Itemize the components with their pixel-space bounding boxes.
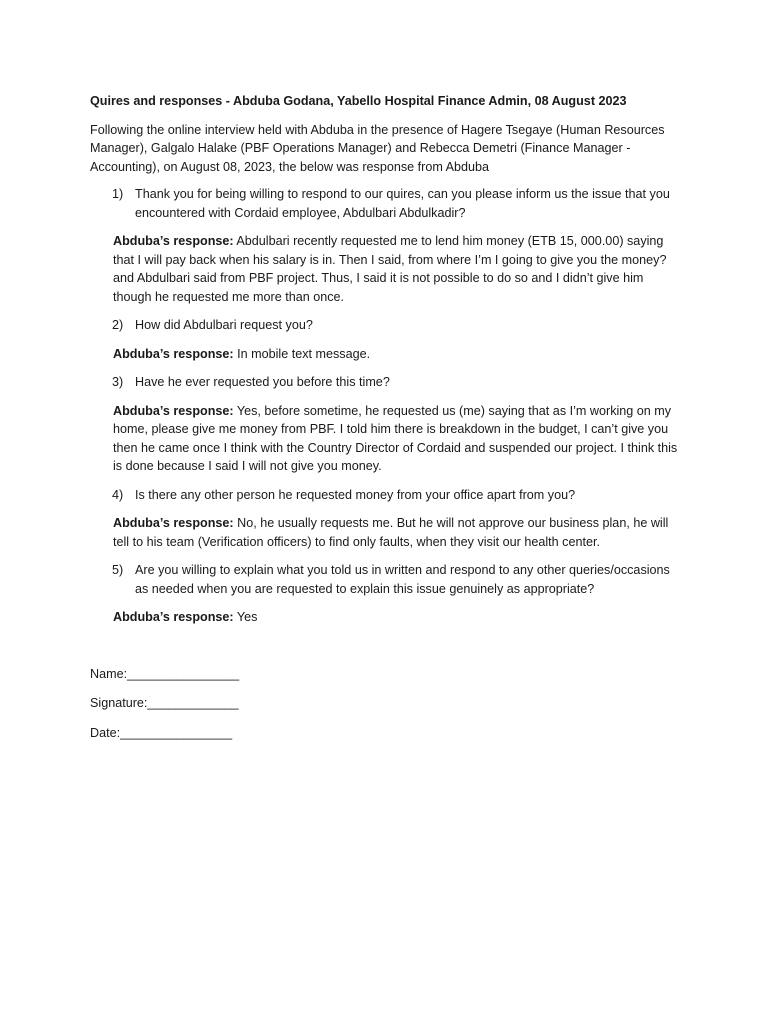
question-number: 1)	[112, 187, 124, 201]
question-number: 3)	[112, 375, 124, 389]
signature-field: Signature:_____________	[90, 696, 239, 710]
response-5	[113, 608, 680, 627]
question-1	[90, 185, 680, 222]
response-label: Abduba’s response:	[113, 610, 234, 624]
question-text: How did Abdulbari request you?	[135, 318, 313, 332]
document-title: Quires and responses - Abduba Godana, Yabello Hospital Finance Admin, 08 August 2023	[90, 94, 627, 108]
response-text: Abdulbari recently requested me to lend him money (ETB 15, 000.00) saying that I will pay back when his salary is in. Then I said, from where I’m I going to give you the money? and Abdulbari said from PBF project. Thus, I said it is not possible to do so and I didn’t give him though he requested me more than once.	[113, 234, 667, 304]
question-5	[90, 561, 680, 598]
name-field: Name:________________	[90, 666, 240, 681]
response-text: Yes, before sometime, he requested us (me) saying that as I’m working on my home, please give me money from PBF. I told him there is breakdown in the budget, I can’t give you then he came once I think with the Country Director of Cordaid and suspended our project. I think this is done because I said I will not give you money.	[113, 403, 678, 473]
response-label: Abduba’s response:	[113, 234, 234, 248]
question-2	[90, 316, 680, 335]
question-text: Are you willing to explain what you told us in written and respond to any other queries/occasions as needed when you are requested to explain this issue genuinely as appropriate?	[135, 563, 670, 596]
date-field: Date:________________	[90, 725, 233, 740]
question-number: 5)	[112, 563, 124, 577]
response-4	[113, 514, 680, 551]
document-page	[90, 92, 680, 753]
question-text: Thank you for being willing to respond to our quires, can you please inform us the issue that you encountered with Cordaid employee, Abdulbari Abdulkadir?	[135, 187, 670, 220]
response-text: Yes	[233, 610, 258, 624]
response-label: Abduba’s response:	[113, 403, 234, 418]
question-text: Have he ever requested you before this time?	[135, 375, 390, 389]
question-3	[90, 373, 680, 392]
question-text: Is there any other person he requested money from your office apart from you?	[135, 487, 576, 502]
question-4	[90, 486, 680, 505]
response-text: No, he usually requests me. But he will not approve our business plan, he will tell to his team (Verification officers) to find only faults, when they visit our health center.	[113, 516, 669, 549]
question-number: 4)	[112, 487, 124, 502]
response-1	[113, 232, 680, 306]
response-2	[113, 345, 680, 364]
response-label: Abduba’s response:	[113, 346, 234, 361]
response-label: Abduba’s response:	[113, 516, 234, 530]
response-text: In mobile text message.	[233, 346, 371, 361]
signature-block	[90, 665, 680, 743]
question-number: 2)	[112, 318, 124, 332]
intro-paragraph: Following the online interview held with Abduba in the presence of Hagere Tsegaye (Human Resources Manager), Galgalo Halake (PBF Operations Manager) and Rebecca Demetri (Finance Manager - Accounting), on August 08, 2023, the below was response from Abduba	[90, 122, 665, 174]
response-3	[113, 402, 680, 476]
